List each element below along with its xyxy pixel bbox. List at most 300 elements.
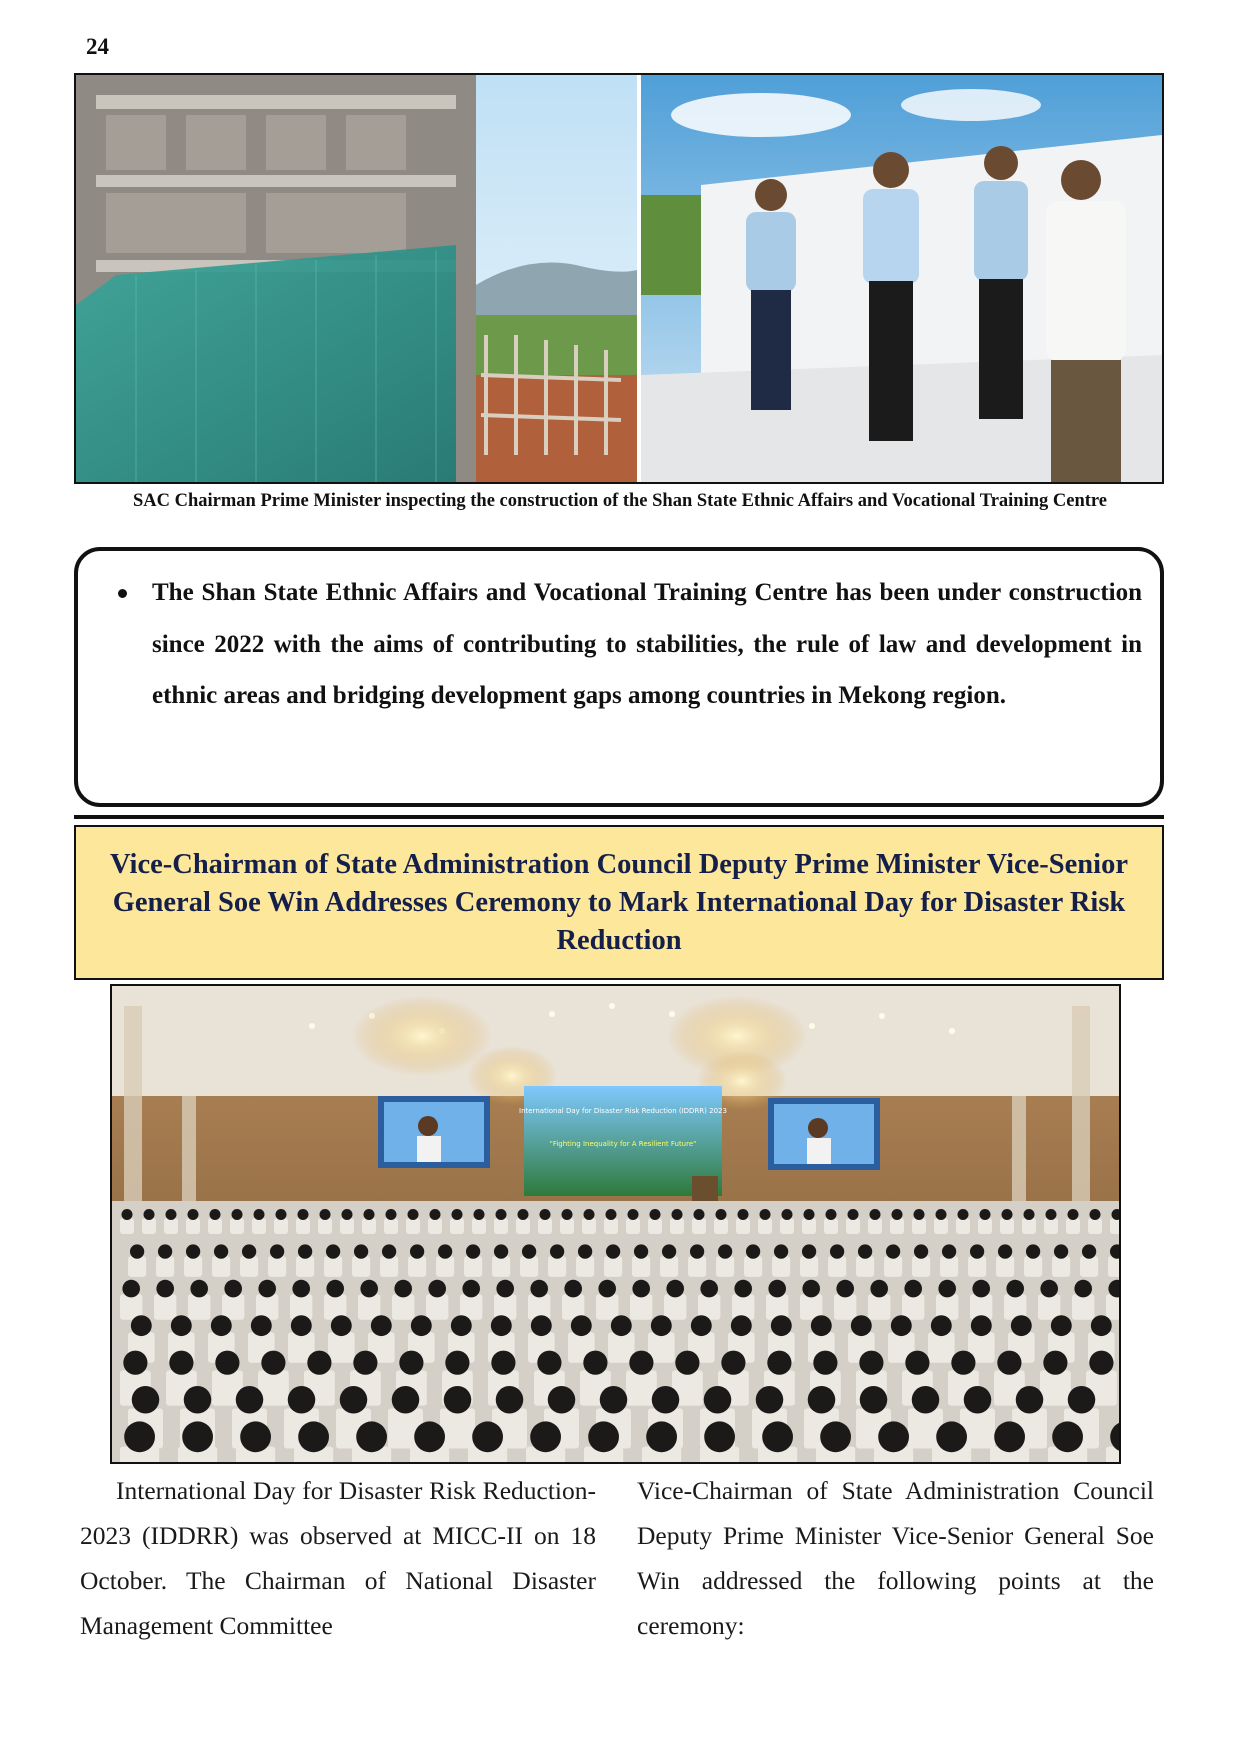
seat-back [582, 1218, 596, 1234]
seat-back [660, 1256, 678, 1277]
audience-head [892, 1209, 903, 1220]
audience-head [445, 1351, 469, 1375]
seat-back [358, 1294, 380, 1320]
audience-head [606, 1209, 617, 1220]
audience-head [690, 1244, 704, 1258]
seat-back [902, 1294, 924, 1320]
audience-head [261, 1351, 285, 1375]
audience-head [144, 1209, 155, 1220]
audience-head [734, 1280, 752, 1298]
audience-head [530, 1421, 561, 1452]
audience-head [731, 1315, 752, 1336]
seat-back [648, 1218, 662, 1234]
audience-head [886, 1244, 900, 1258]
audience-head [1054, 1244, 1068, 1258]
audience-head [970, 1244, 984, 1258]
seat-back [252, 1218, 266, 1234]
audience-head [811, 1315, 832, 1336]
seat-back [928, 1332, 955, 1362]
audience-head [891, 1315, 912, 1336]
audience-head [782, 1209, 793, 1220]
seat-back [576, 1256, 594, 1277]
audience-head [997, 1351, 1021, 1375]
audience-head [718, 1244, 732, 1258]
audience-head [936, 1209, 947, 1220]
audience-head [291, 1315, 312, 1336]
audience-head [131, 1315, 152, 1336]
audience-head [548, 1386, 576, 1414]
audience-head [628, 1209, 639, 1220]
audience-head [360, 1280, 378, 1298]
seat-back [428, 1218, 442, 1234]
audience-head [132, 1386, 160, 1414]
audience-head [292, 1280, 310, 1298]
audience-head [171, 1315, 192, 1336]
seat-back [688, 1256, 706, 1277]
audience-head [320, 1209, 331, 1220]
screen-theme-text: "Fighting Inequality for A Resilient Future" [549, 1140, 697, 1148]
audience-head [562, 1209, 573, 1220]
building-construction-photo [76, 75, 637, 482]
seat-back [868, 1218, 882, 1234]
audience-head [804, 1209, 815, 1220]
audience-head [564, 1280, 582, 1298]
audience-head [704, 1386, 732, 1414]
audience-head [1011, 1315, 1032, 1336]
audience-head [430, 1209, 441, 1220]
audience-head [550, 1244, 564, 1258]
seat-back [1066, 1218, 1080, 1234]
seat-back [1110, 1218, 1119, 1234]
audience-head [1016, 1386, 1044, 1414]
audience-head [762, 1421, 793, 1452]
audience-head [210, 1209, 221, 1220]
seat-back [1052, 1256, 1070, 1277]
audience-head [211, 1315, 232, 1336]
audience-head [491, 1351, 515, 1375]
seat-back [212, 1256, 230, 1277]
audience-head [354, 1244, 368, 1258]
seat-back [1024, 1256, 1042, 1277]
audience-head [166, 1209, 177, 1220]
seat-back [802, 1218, 816, 1234]
audience-head [394, 1280, 412, 1298]
seat-back [128, 1256, 146, 1277]
seat-back [744, 1256, 762, 1277]
audience-head [188, 1209, 199, 1220]
audience-head [858, 1244, 872, 1258]
seat-back [450, 1218, 464, 1234]
audience-head [914, 1209, 925, 1220]
audience-head [169, 1351, 193, 1375]
audience-head [598, 1280, 616, 1298]
audience-head [251, 1315, 272, 1336]
audience-head [666, 1280, 684, 1298]
audience-head [971, 1315, 992, 1336]
audience-head [998, 1244, 1012, 1258]
seat-back [328, 1332, 355, 1362]
audience-head [531, 1315, 552, 1336]
audience-head [746, 1244, 760, 1258]
seat-back [492, 1256, 510, 1277]
audience-head [371, 1315, 392, 1336]
seat-back [188, 1294, 210, 1320]
audience-head [186, 1244, 200, 1258]
audience-head [214, 1244, 228, 1258]
audience-head [254, 1209, 265, 1220]
audience-head [1051, 1315, 1072, 1336]
highlight-note-box [74, 547, 1164, 807]
audience-head [1046, 1209, 1057, 1220]
seat-back [868, 1294, 890, 1320]
audience-head [364, 1209, 375, 1220]
audience-head [276, 1209, 287, 1220]
audience-head [1043, 1351, 1067, 1375]
seat-back [758, 1218, 772, 1234]
audience-head [912, 1386, 940, 1414]
audience-head [767, 1351, 791, 1375]
seat-back [1038, 1294, 1060, 1320]
audience-head [760, 1209, 771, 1220]
audience-head [768, 1280, 786, 1298]
seat-back [240, 1256, 258, 1277]
audience-head [382, 1244, 396, 1258]
audience-head [571, 1315, 592, 1336]
audience-head [578, 1244, 592, 1258]
audience-head [123, 1351, 147, 1375]
audience-head [808, 1386, 836, 1414]
seat-back [780, 1218, 794, 1234]
audience-head [399, 1351, 423, 1375]
audience-head [326, 1244, 340, 1258]
audience-head [428, 1280, 446, 1298]
bullet-icon [118, 589, 127, 598]
audience-head [721, 1351, 745, 1375]
audience-head [496, 1209, 507, 1220]
seat-back [596, 1294, 618, 1320]
audience-head [240, 1421, 271, 1452]
seat-back [384, 1218, 398, 1234]
audience-head [124, 1421, 155, 1452]
seat-back [324, 1256, 342, 1277]
seat-back [604, 1256, 622, 1277]
audience-head [691, 1315, 712, 1336]
seat-back [714, 1218, 728, 1234]
audience-head [540, 1209, 551, 1220]
audience-head [342, 1209, 353, 1220]
audience-head [662, 1244, 676, 1258]
audience-head [496, 1386, 524, 1414]
seat-back [1108, 1256, 1119, 1277]
seat-back [318, 1218, 332, 1234]
audience-head [813, 1351, 837, 1375]
audience-head [466, 1244, 480, 1258]
audience-head [802, 1244, 816, 1258]
seat-back [142, 1218, 156, 1234]
top-photo-pair [74, 73, 1164, 484]
seat-back [472, 1218, 486, 1234]
seat-back [856, 1256, 874, 1277]
audience-head [184, 1386, 212, 1414]
audience-head [700, 1280, 718, 1298]
audience-head [340, 1386, 368, 1414]
audience-head [675, 1351, 699, 1375]
seat-back [538, 1218, 552, 1234]
audience-head [646, 1421, 677, 1452]
audience-head [474, 1209, 485, 1220]
seat-back [184, 1256, 202, 1277]
audience-head [632, 1280, 650, 1298]
audience-head [491, 1315, 512, 1336]
seat-back [1040, 1370, 1071, 1405]
audience-head [288, 1386, 316, 1414]
seat-back [632, 1256, 650, 1277]
seat-back [380, 1256, 398, 1277]
seat-back [296, 1218, 310, 1234]
audience-head [611, 1315, 632, 1336]
article-right-column: Vice-Chairman of State Administration Council Deputy Prime Minister Vice-Senior General Soe Win addressed the following points at the ceremony: [637, 1476, 1154, 1640]
audience-head [583, 1351, 607, 1375]
audience-head [224, 1280, 242, 1298]
seat-back [630, 1294, 652, 1320]
audience-head [462, 1280, 480, 1298]
seat-back [1044, 1218, 1058, 1234]
audience-head [472, 1421, 503, 1452]
audience-head [972, 1280, 990, 1298]
seat-back [186, 1218, 200, 1234]
seat-back [912, 1256, 930, 1277]
seat-back [1106, 1294, 1119, 1320]
audience-head [232, 1209, 243, 1220]
audience-head [802, 1280, 820, 1298]
seat-back [154, 1294, 176, 1320]
audience-head [606, 1244, 620, 1258]
audience-head [411, 1315, 432, 1336]
seat-back [208, 1218, 222, 1234]
audience-head [1082, 1244, 1096, 1258]
audience-head [331, 1315, 352, 1336]
audience-head [408, 1209, 419, 1220]
audience-head [1090, 1209, 1101, 1220]
seat-back [912, 1218, 926, 1234]
audience-head [298, 1244, 312, 1258]
photo-caption: SAC Chairman Prime Minister inspecting the construction of the Shan State Ethnic Affairs and Vocational Training Centre [132, 491, 1107, 511]
seat-back [824, 1218, 838, 1234]
seat-back [340, 1218, 354, 1234]
seat-back [604, 1218, 618, 1234]
seat-back [736, 1218, 750, 1234]
seat-back [156, 1256, 174, 1277]
note-bullet-text: The Shan State Ethnic Affairs and Vocational Training Centre has been under construction since 2022 with the aims of contributing to stabilities, the rule of law and development in ethnic areas and bridging development gaps among countries in Mekong region. [152, 579, 1142, 709]
audience-head [537, 1351, 561, 1375]
seat-back [626, 1218, 640, 1234]
audience-head [353, 1351, 377, 1375]
audience-head [270, 1244, 284, 1258]
audience-head [980, 1209, 991, 1220]
audience-head [414, 1421, 445, 1452]
audience-head [836, 1280, 854, 1298]
audience-head [326, 1280, 344, 1298]
seat-back [834, 1294, 856, 1320]
audience-head [826, 1209, 837, 1220]
audience-head [942, 1244, 956, 1258]
audience-head [914, 1244, 928, 1258]
seat-back [692, 1218, 706, 1234]
audience-head [1002, 1209, 1013, 1220]
audience-head [904, 1280, 922, 1298]
audience-head [964, 1386, 992, 1414]
audience-head [356, 1421, 387, 1452]
seat-back [1072, 1294, 1094, 1320]
audience-head [704, 1421, 735, 1452]
seat-back [436, 1256, 454, 1277]
note-bullet-item [134, 567, 1142, 722]
seat-back [520, 1256, 538, 1277]
audience-head [694, 1209, 705, 1220]
seat-back [222, 1294, 244, 1320]
seat-back [800, 1256, 818, 1277]
seat-back [408, 1256, 426, 1277]
audience-head [410, 1244, 424, 1258]
audience-head [444, 1386, 472, 1414]
audience-head [584, 1209, 595, 1220]
seat-back [968, 1256, 986, 1277]
audience-head [931, 1315, 952, 1336]
audience-head [672, 1209, 683, 1220]
seat-back [268, 1256, 286, 1277]
audience-head [298, 1421, 329, 1452]
seat-back [362, 1218, 376, 1234]
ceremony-hall-photo [110, 984, 1121, 1464]
ceremony-hall-audience-photo [112, 986, 1119, 1462]
audience-head [870, 1280, 888, 1298]
audience-head [298, 1209, 309, 1220]
seat-back [716, 1256, 734, 1277]
audience-head [1089, 1351, 1113, 1375]
audience-head [848, 1209, 859, 1220]
seat-back [560, 1218, 574, 1234]
seat-back [440, 1409, 475, 1449]
seat-back [274, 1218, 288, 1234]
seat-back [164, 1218, 178, 1234]
audience-head [1091, 1315, 1112, 1336]
seat-back [1080, 1256, 1098, 1277]
audience-head [634, 1244, 648, 1258]
audience-head [122, 1209, 133, 1220]
seat-back [940, 1256, 958, 1277]
audience-head [158, 1244, 172, 1258]
audience-head [518, 1209, 529, 1220]
audience-head [870, 1209, 881, 1220]
audience-head [386, 1209, 397, 1220]
audience-head [756, 1386, 784, 1414]
seat-back [828, 1256, 846, 1277]
note-bullet-list [134, 567, 1142, 722]
audience-head [494, 1244, 508, 1258]
audience-head [851, 1315, 872, 1336]
audience-head [451, 1315, 472, 1336]
seat-back [1000, 1218, 1014, 1234]
audience-head [951, 1351, 975, 1375]
audience-head [774, 1244, 788, 1258]
page-number: 24 [86, 34, 109, 59]
seat-back [296, 1256, 314, 1277]
audience-head [860, 1386, 888, 1414]
section-divider [74, 815, 1164, 819]
audience-head [258, 1280, 276, 1298]
audience-head [1026, 1244, 1040, 1258]
audience-head [830, 1244, 844, 1258]
audience-head [859, 1351, 883, 1375]
seat-back [996, 1256, 1014, 1277]
seat-back [494, 1218, 508, 1234]
seat-back [548, 1256, 566, 1277]
audience-head [182, 1421, 213, 1452]
seat-back [956, 1218, 970, 1234]
seat-back [120, 1218, 134, 1234]
audience-head [600, 1386, 628, 1414]
audience-head [629, 1351, 653, 1375]
seat-back [890, 1218, 904, 1234]
audience-head [771, 1315, 792, 1336]
article-headline: Vice-Chairman of State Administration Council Deputy Prime Minister Vice-Senior General Soe Win Addresses Ceremony to Mark International Day for Disaster Risk Reduction [110, 848, 1128, 956]
headline-box [74, 825, 1164, 980]
seat-back [392, 1294, 414, 1320]
audience-head [1068, 1386, 1096, 1414]
seat-back [406, 1218, 420, 1234]
audience-head [878, 1421, 909, 1452]
seat-back [230, 1218, 244, 1234]
audience-head [236, 1386, 264, 1414]
audience-head [530, 1280, 548, 1298]
seat-back [1088, 1218, 1102, 1234]
audience-head [392, 1386, 420, 1414]
article-left-column: International Day for Disaster Risk Reduction-2023 (IDDRR) was observed at MICC-II on 18 October. The Chairman of National Disaster Management Committee [80, 1476, 596, 1640]
audience-head [452, 1209, 463, 1220]
seat-back [772, 1256, 790, 1277]
audience-head [820, 1421, 851, 1452]
seat-back [664, 1294, 686, 1320]
audience-head [938, 1280, 956, 1298]
audience-head [1040, 1280, 1058, 1298]
audience-head [588, 1421, 619, 1452]
audience-head [936, 1421, 967, 1452]
seat-back [934, 1218, 948, 1234]
seat-back [516, 1218, 530, 1234]
audience-head [994, 1421, 1025, 1452]
seat-back [464, 1256, 482, 1277]
audience-head [652, 1386, 680, 1414]
audience-head [307, 1351, 331, 1375]
audience-head [156, 1280, 174, 1298]
audience-head [522, 1244, 536, 1258]
audience-head [1074, 1280, 1092, 1298]
seat-back [978, 1218, 992, 1234]
seat-back [426, 1294, 448, 1320]
audience-head [738, 1209, 749, 1220]
audience-head [1006, 1280, 1024, 1298]
screen-event-title: International Day for Disaster Risk Reduction (IDDRR) 2023 [519, 1107, 727, 1115]
officials-inspecting-rooftop-photo [641, 75, 1162, 482]
audience-head [650, 1209, 661, 1220]
audience-head [651, 1315, 672, 1336]
audience-head [1068, 1209, 1079, 1220]
audience-head [1052, 1421, 1083, 1452]
seat-back [1022, 1218, 1036, 1234]
audience-head [130, 1244, 144, 1258]
audience-head [215, 1351, 239, 1375]
audience-head [716, 1209, 727, 1220]
